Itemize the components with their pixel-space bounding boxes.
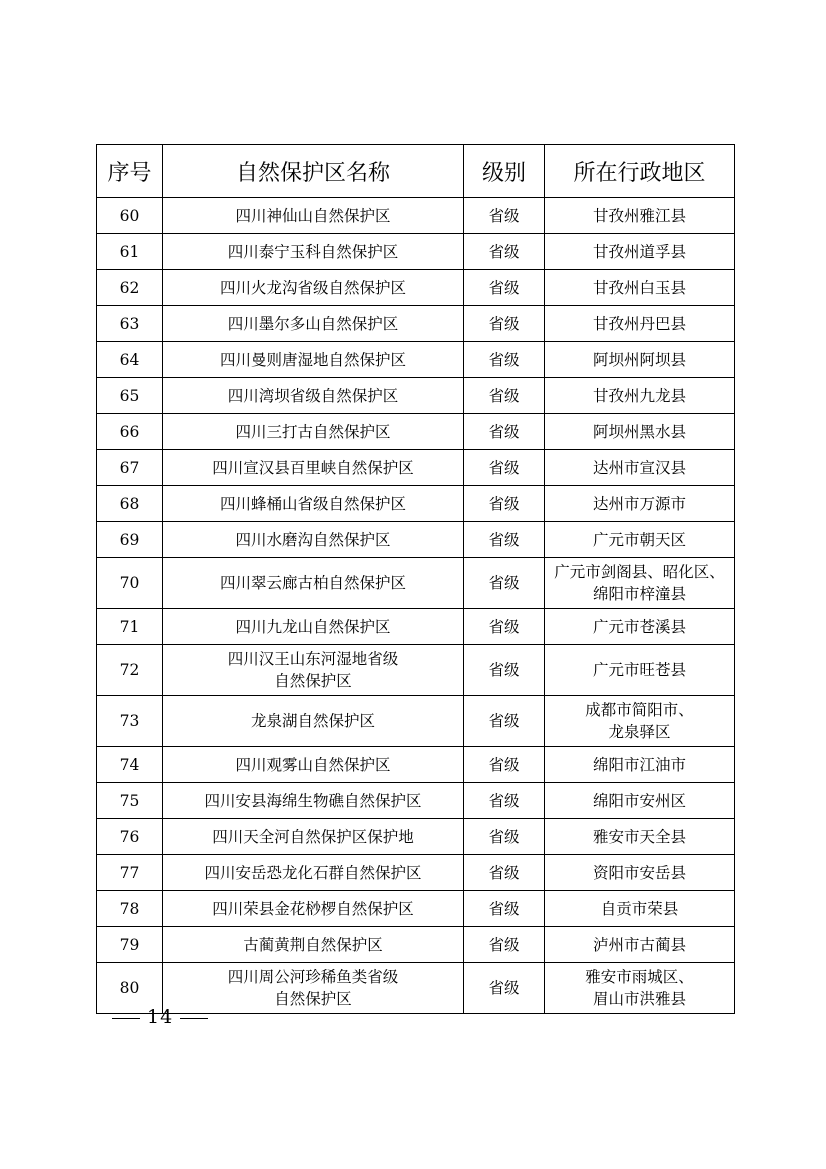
table-row bbox=[97, 927, 735, 963]
cell-region bbox=[545, 609, 735, 645]
cell-reserve-name-line: 自然保护区 bbox=[274, 672, 352, 690]
cell-reserve-name-line: 四川观雾山自然保护区 bbox=[235, 755, 391, 774]
cell-region-line: 资阳市安岳县 bbox=[592, 863, 686, 882]
cell-level: 省级 bbox=[464, 747, 545, 783]
cell-region bbox=[545, 486, 735, 522]
cell-serial-number: 74 bbox=[97, 747, 163, 783]
cell-reserve-name bbox=[163, 342, 464, 378]
cell-level: 省级 bbox=[464, 963, 545, 1014]
cell-serial-number: 73 bbox=[97, 696, 163, 747]
table-row bbox=[97, 819, 735, 855]
cell-reserve-name bbox=[163, 609, 464, 645]
cell-level: 省级 bbox=[464, 306, 545, 342]
cell-reserve-name bbox=[163, 855, 464, 891]
cell-region-line: 眉山市洪雅县 bbox=[592, 990, 686, 1008]
cell-region-line: 泸州市古蔺县 bbox=[592, 935, 686, 954]
cell-reserve-name-line: 四川安岳恐龙化石群自然保护区 bbox=[204, 863, 422, 882]
cell-reserve-name-line: 四川神仙山自然保护区 bbox=[235, 206, 391, 225]
cell-region bbox=[545, 342, 735, 378]
cell-serial-number: 76 bbox=[97, 819, 163, 855]
cell-serial-number: 71 bbox=[97, 609, 163, 645]
cell-level: 省级 bbox=[464, 819, 545, 855]
cell-reserve-name bbox=[163, 450, 464, 486]
cell-region bbox=[545, 645, 735, 696]
cell-serial-number: 68 bbox=[97, 486, 163, 522]
cell-reserve-name bbox=[163, 558, 464, 609]
header-region: 所在行政地区 bbox=[545, 145, 735, 198]
cell-region-line: 甘孜州道孚县 bbox=[592, 242, 686, 261]
table-row bbox=[97, 696, 735, 747]
cell-region-line: 甘孜州白玉县 bbox=[592, 278, 686, 297]
cell-region bbox=[545, 378, 735, 414]
cell-serial-number: 78 bbox=[97, 891, 163, 927]
table-row bbox=[97, 645, 735, 696]
table-row bbox=[97, 747, 735, 783]
cell-reserve-name bbox=[163, 747, 464, 783]
table-body bbox=[97, 198, 735, 1014]
cell-reserve-name-line: 四川安县海绵生物礁自然保护区 bbox=[204, 791, 422, 810]
cell-region bbox=[545, 783, 735, 819]
cell-reserve-name bbox=[163, 522, 464, 558]
table-row bbox=[97, 378, 735, 414]
cell-region-line: 广元市旺苍县 bbox=[592, 661, 686, 679]
cell-level: 省级 bbox=[464, 696, 545, 747]
page-number: 14 bbox=[147, 1006, 174, 1028]
header-reserve-name: 自然保护区名称 bbox=[163, 145, 464, 198]
table-row bbox=[97, 558, 735, 609]
cell-region bbox=[545, 819, 735, 855]
cell-reserve-name-line: 古蔺黄荆自然保护区 bbox=[243, 935, 383, 954]
cell-serial-number: 63 bbox=[97, 306, 163, 342]
cell-reserve-name-line: 四川天全河自然保护区保护地 bbox=[212, 827, 414, 846]
cell-serial-number: 64 bbox=[97, 342, 163, 378]
cell-level: 省级 bbox=[464, 645, 545, 696]
nature-reserve-table bbox=[96, 144, 735, 1014]
cell-region-line: 自贡市荣县 bbox=[600, 899, 679, 918]
cell-reserve-name-line: 四川三打古自然保护区 bbox=[235, 422, 391, 441]
table-header-row bbox=[97, 145, 735, 198]
cell-serial-number: 69 bbox=[97, 522, 163, 558]
cell-serial-number: 61 bbox=[97, 234, 163, 270]
table-row bbox=[97, 342, 735, 378]
cell-reserve-name-line: 四川宣汉县百里峡自然保护区 bbox=[212, 458, 414, 477]
cell-region bbox=[545, 270, 735, 306]
header-serial-number: 序号 bbox=[97, 145, 163, 198]
cell-serial-number: 66 bbox=[97, 414, 163, 450]
cell-reserve-name bbox=[163, 198, 464, 234]
cell-region bbox=[545, 306, 735, 342]
cell-region-line: 阿坝州阿坝县 bbox=[592, 350, 686, 369]
cell-serial-number: 65 bbox=[97, 378, 163, 414]
cell-region-line: 阿坝州黑水县 bbox=[592, 422, 686, 441]
cell-serial-number: 79 bbox=[97, 927, 163, 963]
cell-level: 省级 bbox=[464, 558, 545, 609]
cell-reserve-name bbox=[163, 306, 464, 342]
cell-reserve-name-line: 四川蜂桶山省级自然保护区 bbox=[219, 494, 406, 513]
cell-level: 省级 bbox=[464, 414, 545, 450]
cell-reserve-name bbox=[163, 927, 464, 963]
cell-serial-number: 62 bbox=[97, 270, 163, 306]
cell-serial-number: 70 bbox=[97, 558, 163, 609]
cell-region-line: 广元市朝天区 bbox=[592, 530, 686, 549]
cell-reserve-name bbox=[163, 696, 464, 747]
cell-level: 省级 bbox=[464, 891, 545, 927]
cell-region-line: 甘孜州九龙县 bbox=[592, 386, 686, 405]
cell-region bbox=[545, 855, 735, 891]
cell-serial-number: 77 bbox=[97, 855, 163, 891]
cell-region bbox=[545, 963, 735, 1014]
cell-region bbox=[545, 198, 735, 234]
cell-region-line: 广元市苍溪县 bbox=[592, 617, 686, 636]
cell-reserve-name bbox=[163, 414, 464, 450]
cell-serial-number: 60 bbox=[97, 198, 163, 234]
table-row bbox=[97, 270, 735, 306]
table-row bbox=[97, 306, 735, 342]
cell-region bbox=[545, 558, 735, 609]
table-row bbox=[97, 198, 735, 234]
table-row bbox=[97, 522, 735, 558]
table-row bbox=[97, 486, 735, 522]
cell-level: 省级 bbox=[464, 855, 545, 891]
cell-region bbox=[545, 414, 735, 450]
cell-reserve-name bbox=[163, 486, 464, 522]
cell-region-line: 达州市万源市 bbox=[592, 494, 686, 513]
cell-reserve-name-line: 四川汉王山东河湿地省级 bbox=[227, 650, 399, 668]
cell-region bbox=[545, 696, 735, 747]
cell-reserve-name-line: 四川周公河珍稀鱼类省级 bbox=[227, 968, 399, 986]
cell-reserve-name-line: 四川水磨沟自然保护区 bbox=[235, 530, 391, 549]
cell-level: 省级 bbox=[464, 342, 545, 378]
cell-serial-number: 75 bbox=[97, 783, 163, 819]
cell-reserve-name-line: 四川九龙山自然保护区 bbox=[235, 617, 391, 636]
cell-level: 省级 bbox=[464, 609, 545, 645]
cell-region-line: 雅安市天全县 bbox=[592, 827, 686, 846]
footer-dash-left bbox=[112, 1018, 140, 1019]
cell-region-line: 绵阳市江油市 bbox=[592, 755, 686, 774]
cell-region bbox=[545, 891, 735, 927]
cell-serial-number: 72 bbox=[97, 645, 163, 696]
cell-serial-number: 67 bbox=[97, 450, 163, 486]
cell-reserve-name-line: 四川泰宁玉科自然保护区 bbox=[227, 242, 399, 261]
page-footer bbox=[112, 1006, 208, 1028]
table-row bbox=[97, 783, 735, 819]
cell-reserve-name-line: 四川湾坝省级自然保护区 bbox=[227, 386, 399, 405]
cell-region-line: 龙泉驿区 bbox=[608, 723, 671, 741]
cell-region-line: 绵阳市梓潼县 bbox=[592, 585, 686, 603]
cell-reserve-name bbox=[163, 783, 464, 819]
cell-level: 省级 bbox=[464, 486, 545, 522]
header-level: 级别 bbox=[464, 145, 545, 198]
cell-level: 省级 bbox=[464, 198, 545, 234]
cell-region bbox=[545, 450, 735, 486]
cell-level: 省级 bbox=[464, 450, 545, 486]
cell-level: 省级 bbox=[464, 378, 545, 414]
cell-reserve-name bbox=[163, 819, 464, 855]
cell-region bbox=[545, 234, 735, 270]
cell-region-line: 甘孜州丹巴县 bbox=[592, 314, 686, 333]
cell-region-line: 广元市剑阁县、昭化区、 bbox=[554, 563, 725, 581]
cell-level: 省级 bbox=[464, 927, 545, 963]
cell-reserve-name-line: 四川翠云廊古柏自然保护区 bbox=[219, 574, 406, 592]
cell-region-line: 成都市简阳市、 bbox=[585, 701, 694, 719]
table-row bbox=[97, 609, 735, 645]
table-row bbox=[97, 450, 735, 486]
table-row bbox=[97, 891, 735, 927]
cell-level: 省级 bbox=[464, 270, 545, 306]
table-row bbox=[97, 234, 735, 270]
cell-reserve-name-line: 四川墨尔多山自然保护区 bbox=[227, 314, 399, 333]
cell-region-line: 甘孜州雅江县 bbox=[592, 206, 686, 225]
cell-serial-number: 80 bbox=[97, 963, 163, 1014]
cell-level: 省级 bbox=[464, 783, 545, 819]
cell-region-line: 绵阳市安州区 bbox=[592, 791, 686, 810]
cell-reserve-name bbox=[163, 234, 464, 270]
cell-level: 省级 bbox=[464, 234, 545, 270]
cell-reserve-name bbox=[163, 645, 464, 696]
cell-reserve-name bbox=[163, 270, 464, 306]
cell-reserve-name-line: 自然保护区 bbox=[274, 990, 352, 1008]
cell-region bbox=[545, 747, 735, 783]
cell-level: 省级 bbox=[464, 522, 545, 558]
table-row bbox=[97, 855, 735, 891]
cell-reserve-name-line: 四川曼则唐湿地自然保护区 bbox=[219, 350, 406, 369]
cell-reserve-name-line: 龙泉湖自然保护区 bbox=[250, 712, 375, 730]
table-row bbox=[97, 414, 735, 450]
cell-region bbox=[545, 522, 735, 558]
footer-dash-right bbox=[180, 1018, 208, 1019]
cell-reserve-name-line: 四川荣县金花桫椤自然保护区 bbox=[212, 899, 414, 918]
cell-region-line: 雅安市雨城区、 bbox=[585, 968, 694, 986]
cell-region-line: 达州市宣汉县 bbox=[592, 458, 686, 477]
cell-region bbox=[545, 927, 735, 963]
cell-reserve-name bbox=[163, 378, 464, 414]
cell-reserve-name bbox=[163, 891, 464, 927]
cell-reserve-name-line: 四川火龙沟省级自然保护区 bbox=[219, 278, 406, 297]
